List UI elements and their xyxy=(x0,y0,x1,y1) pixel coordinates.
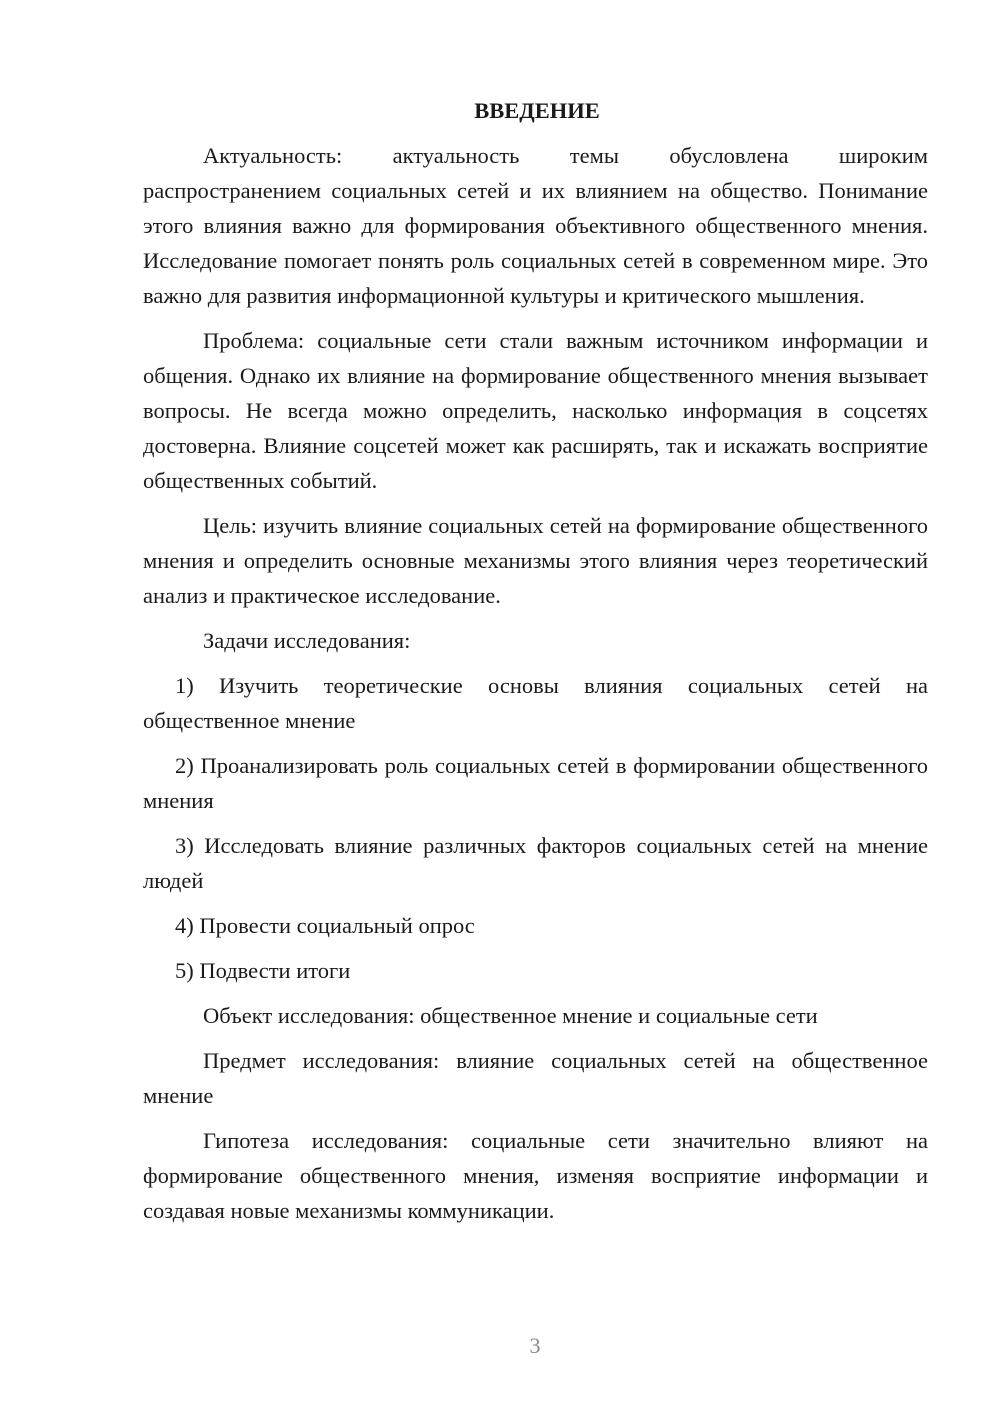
page-number: 3 xyxy=(529,1333,541,1358)
subject-paragraph: Предмет исследования: влияние социальных сетей на общественное мнение xyxy=(143,1048,928,1108)
hypothesis-paragraph: Гипотеза исследования: социальные сети значительно влияют на формирование общественного мнения, изменяя восприятие информации и создавая новые механизмы коммуникации. xyxy=(143,1128,928,1223)
task-item-4: 4) Провести социальный опрос xyxy=(175,913,475,938)
page-title: ВВЕДЕНИЕ xyxy=(474,98,600,123)
problem-paragraph: Проблема: социальные сети стали важным источником информации и общения. Однако их влияние на формирование общественного мнения вызывает вопросы. Не всегда можно определить, насколько информация в соцсетях достоверна. Влияние соцсетей может как расширять, так и искажать восприятие общественных событий. xyxy=(143,328,928,493)
page-content xyxy=(143,93,928,1238)
goal-paragraph: Цель: изучить влияние социальных сетей на формирование общественного мнения и определить основные механизмы этого влияния через теоретический анализ и практическое исследование. xyxy=(143,513,928,608)
tasks-heading: Задачи исследования: xyxy=(203,628,411,653)
relevance-paragraph: Актуальность: актуальность темы обусловлена широким распространением социальных сетей и их влиянием на общество. Понимание этого влияния важно для формирования объективного общественного мнения. Исследование помогает понять роль социальных сетей в современном мире. Это важно для развития информационной культуры и критического мышления. xyxy=(143,143,928,308)
task-item-1: 1) Изучить теоретические основы влияния социальных сетей на общественное мнение xyxy=(143,673,928,733)
object-paragraph: Объект исследования: общественное мнение и социальные сети xyxy=(203,1003,818,1028)
task-item-2: 2) Проанализировать роль социальных сетей в формировании общественного мнения xyxy=(143,753,928,813)
task-item-5: 5) Подвести итоги xyxy=(175,958,351,983)
task-item-3: 3) Исследовать влияние различных факторов социальных сетей на мнение людей xyxy=(143,833,928,893)
